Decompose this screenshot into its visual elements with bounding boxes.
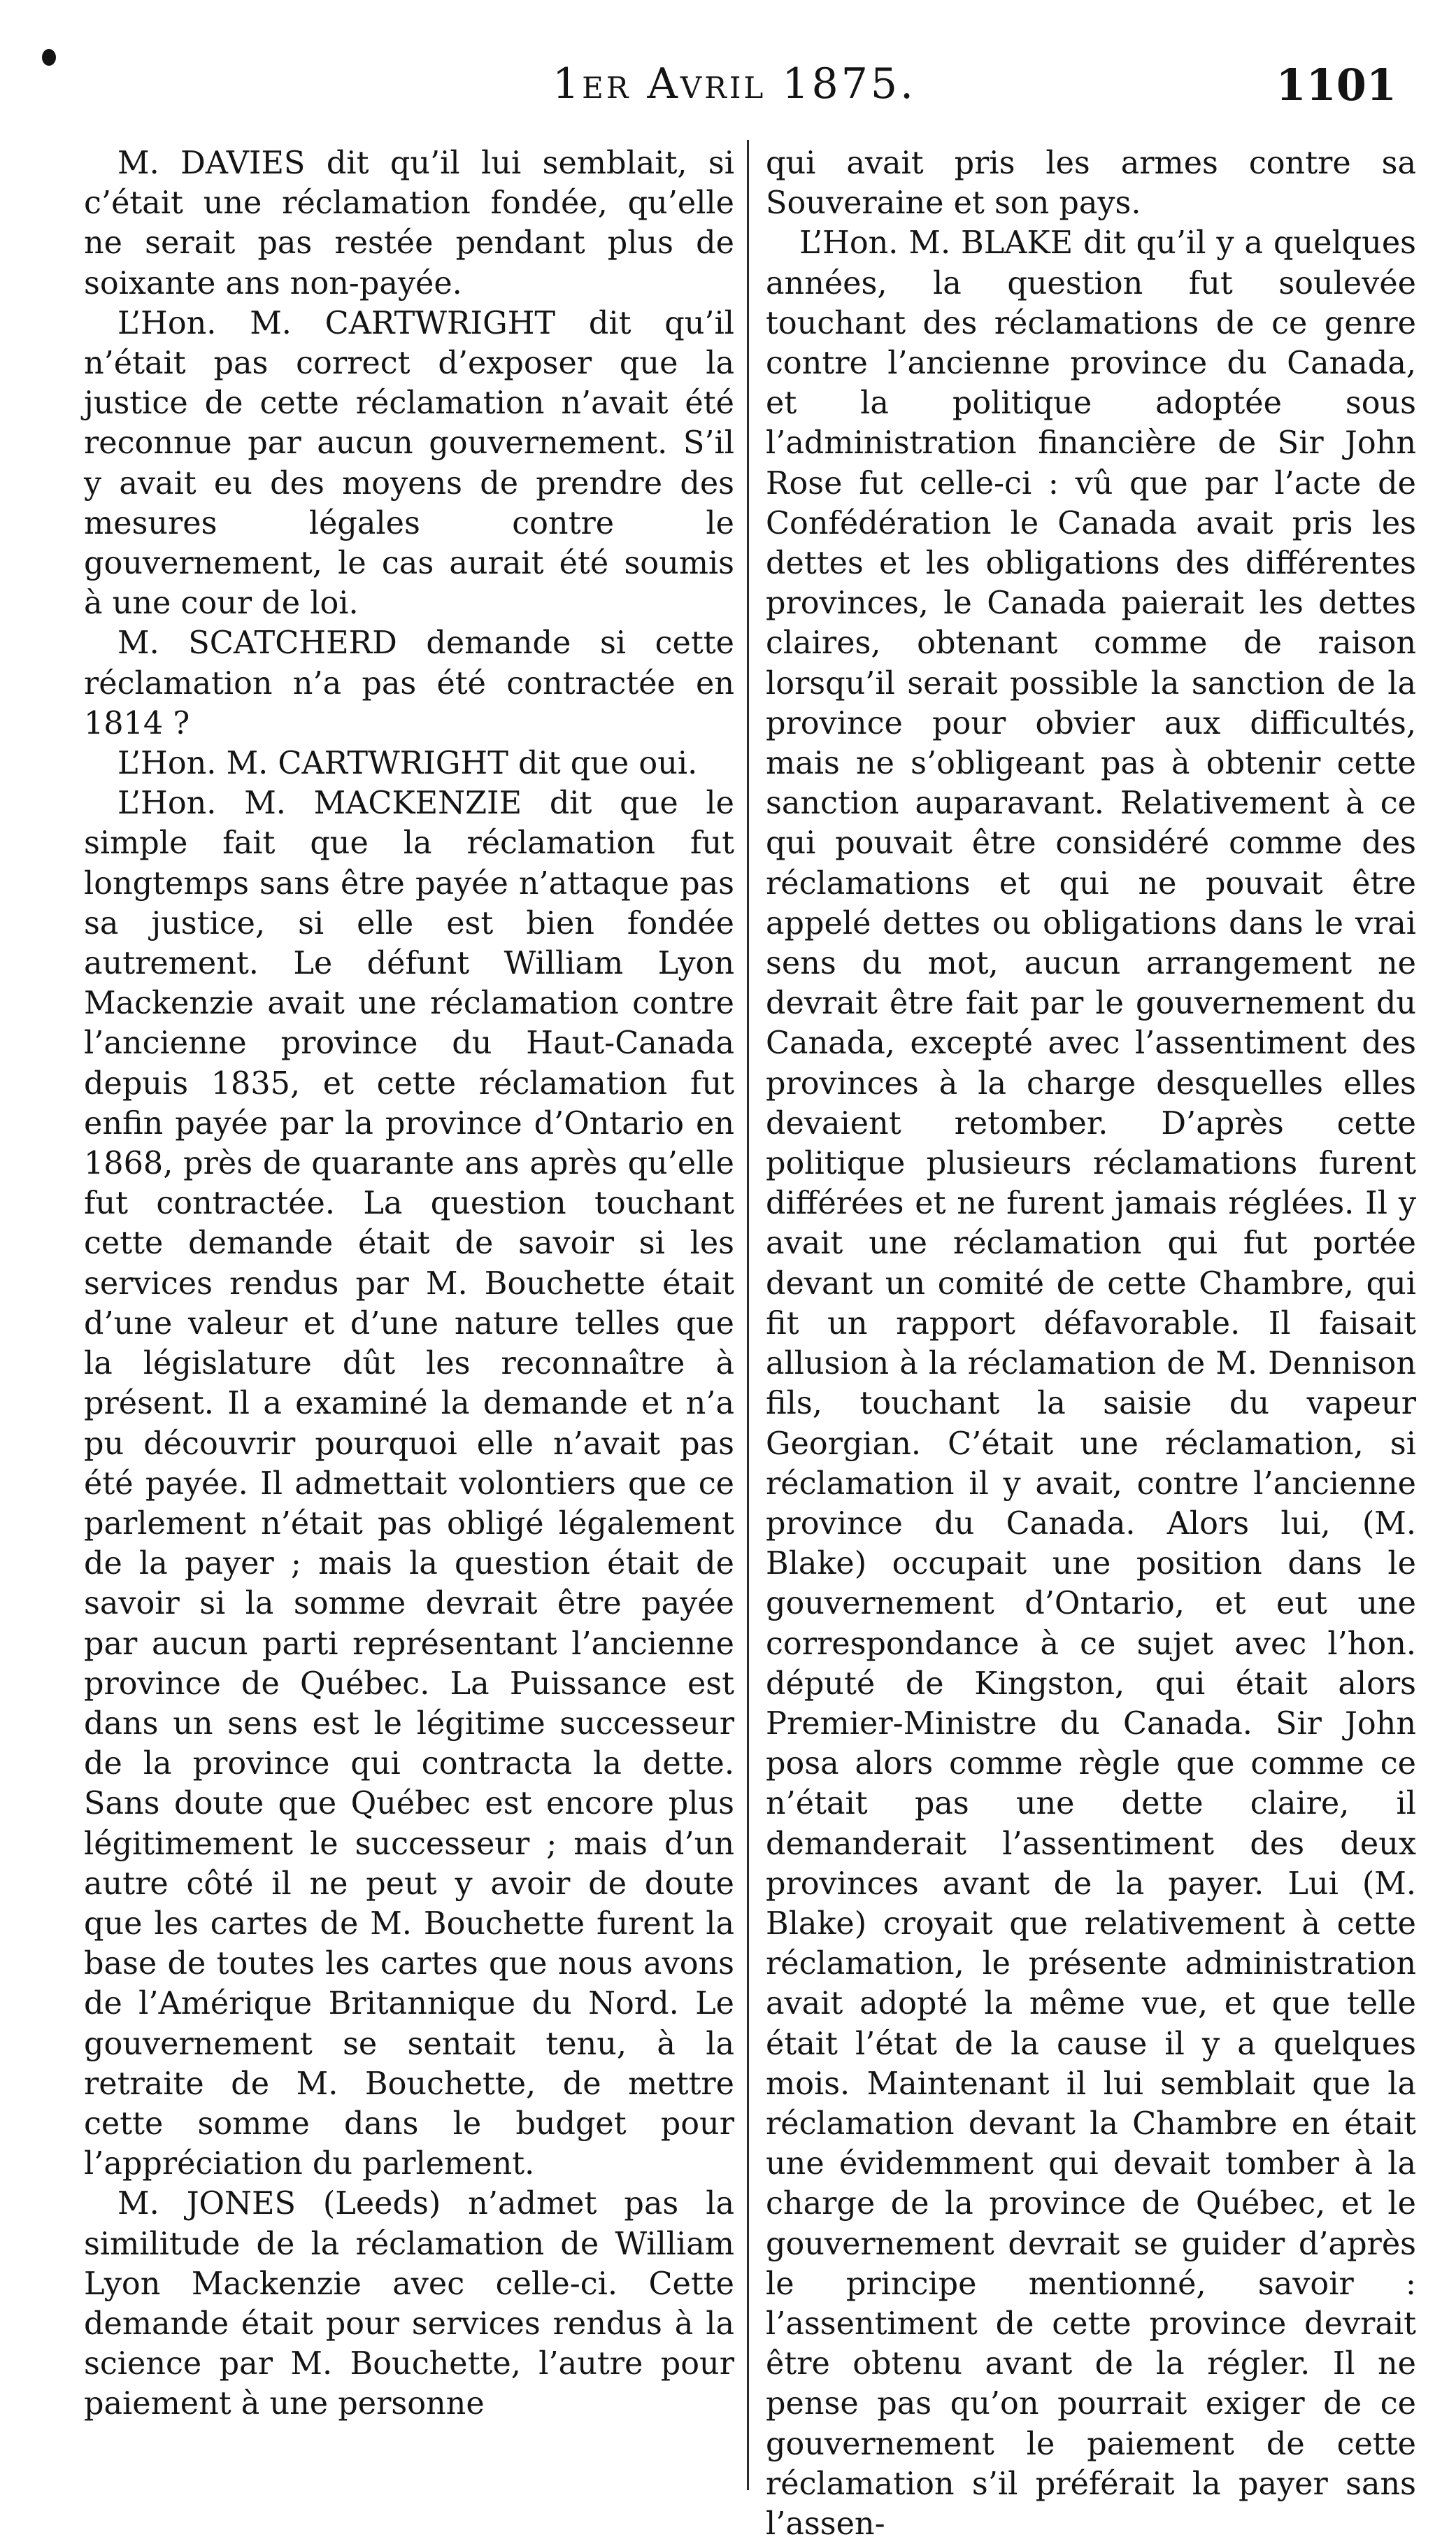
ink-mark	[42, 49, 56, 66]
paragraph-continued: qui avait pris les armes contre sa Souveraine et son pays.	[766, 145, 1416, 222]
paragraph: L’Hon. M. BLAKE dit qu’il y a quelques années, la question fut soulevée touchant des réclamations de ce genre contre l’ancienne province du Canada, et la politique adoptée sous l’administration financière de Sir John Rose fut celle-ci : vû que par l’acte de Confédération le Canada avait pris les dettes et les obligations des différentes provinces, le Canada paierait les dettes claires, obtenant comme de raison lorsqu’il serait possible la sanction de la province pour obvier aux difficultés, mais ne s’obligeant pas à obtenir cette sanction auparavant. Relativement à ce qui pouvait être considéré comme des réclamations et qui ne pouvait être appelé dettes ou obligations dans le vrai sens du mot, aucun arrangement ne devrait être fait par le gouvernement du Canada, excepté avec l’assentiment des provinces à la charge desquelles elles devaient retomber. D’après cette politique plusieurs réclamations furent différées et ne furent jamais réglées. Il y avait une réclamation qui fut portée devant un comité de cette Chambre, qui fit un rapport défavorable. Il faisait allusion à la réclamation de M. Dennison fils, touchant la saisie du vapeur Georgian. C’était une réclamation, si réclamation il y avait, contre l’ancienne province du Canada. Alors lui, (M. Blake) occupait une position dans le gouvernement d’Ontario, et eut une correspondance à ce sujet avec l’hon. député de Kingston, qui était alors Premier-Ministre du Canada. Sir John posa alors comme règle que comme ce n’était pas une dette claire, il demanderait l’assentiment des deux provinces avant de la payer. Lui (M. Blake) croyait que relativement à cette réclamation, le présente administration avait adopté la même vue, et que telle était l’état de la cause il y a quelques mois. Maintenant il lui semblait que la réclamation devant la Chambre en était une évidemment qui devait tomber à la charge de la province de Québec, et le gouvernement devrait se guider d’après le principe mentionné, savoir : l’assentiment de cette province devrait être obtenu avant de la régler. Il ne pense pas qu’on pourrait exiger de ce gouvernement le paiement de cette réclamation s’il préférait la payer sans l’assen-	[766, 225, 1416, 2542]
left-column	[84, 143, 734, 2424]
paragraph: M. JONES (Leeds) n’admet pas la similitude de la réclamation de William Lyon Mackenzie avec celle-ci. Cette demande était pour services rendus à la science par M. Bouchette, l’autre pour paiement à une personne	[84, 2186, 734, 2422]
right-column	[766, 143, 1416, 2544]
paragraph: L’Hon. M. CARTWRIGHT dit qu’il n’était pas correct d’exposer que la justice de cette réclamation n’avait été reconnue par aucun gouvernement. S’il y avait eu des moyens de prendre des mesures légales contre le gouvernement, le cas aurait été soumis à une cour de loi.	[84, 305, 734, 622]
page-number: 1101	[1276, 59, 1397, 111]
paragraph: L’Hon. M. MACKENZIE dit que le simple fait que la réclamation fut longtemps sans être payée n’attaque pas sa justice, si elle est bien fondée autrement. Le défunt William Lyon Mackenzie avait une réclamation contre l’ancienne province du Haut-Canada depuis 1835, et cette réclamation fut enfin payée par la province d’Ontario en 1868, près de quarante ans après qu’elle fut contractée. La question touchant cette demande était de savoir si les services rendus par M. Bouchette était d’une valeur et d’une nature telles que la législature dût les reconnaître à présent. Il a examiné la demande et n’a pu découvrir pourquoi elle n’avait pas été payée. Il admettait volontiers que ce parlement n’était pas obligé légalement de la payer ; mais la question était de savoir si la somme devrait être payée par aucun parti représentant l’ancienne province de Québec. La Puissance est dans un sens est le légitime successeur de la province qui contracta la dette. Sans doute que Québec est encore plus légitimement le successeur ; mais d’un autre côté il ne peut y avoir de doute que les cartes de M. Bouchette furent la base de toutes les cartes que nous avons de l’Amérique Britannique du Nord. Le gouvernement se sentait tenu, à la retraite de M. Bouchette, de mettre cette somme dans le budget pour l’appréciation du parlement.	[84, 786, 734, 2182]
running-head: 1er Avril 1875.	[552, 59, 917, 108]
paragraph: L’Hon. M. CARTWRIGHT dit que oui.	[117, 746, 698, 782]
paragraph: M. SCATCHERD demande si cette réclamation n’a pas été contractée en 1814 ?	[84, 625, 734, 741]
page-header	[0, 0, 1456, 140]
column-divider	[747, 140, 749, 2490]
paragraph: M. DAVIES dit qu’il lui semblait, si c’était une réclamation fondée, qu’elle ne serait pas restée pendant plus de soixante ans non-payée.	[84, 145, 734, 301]
